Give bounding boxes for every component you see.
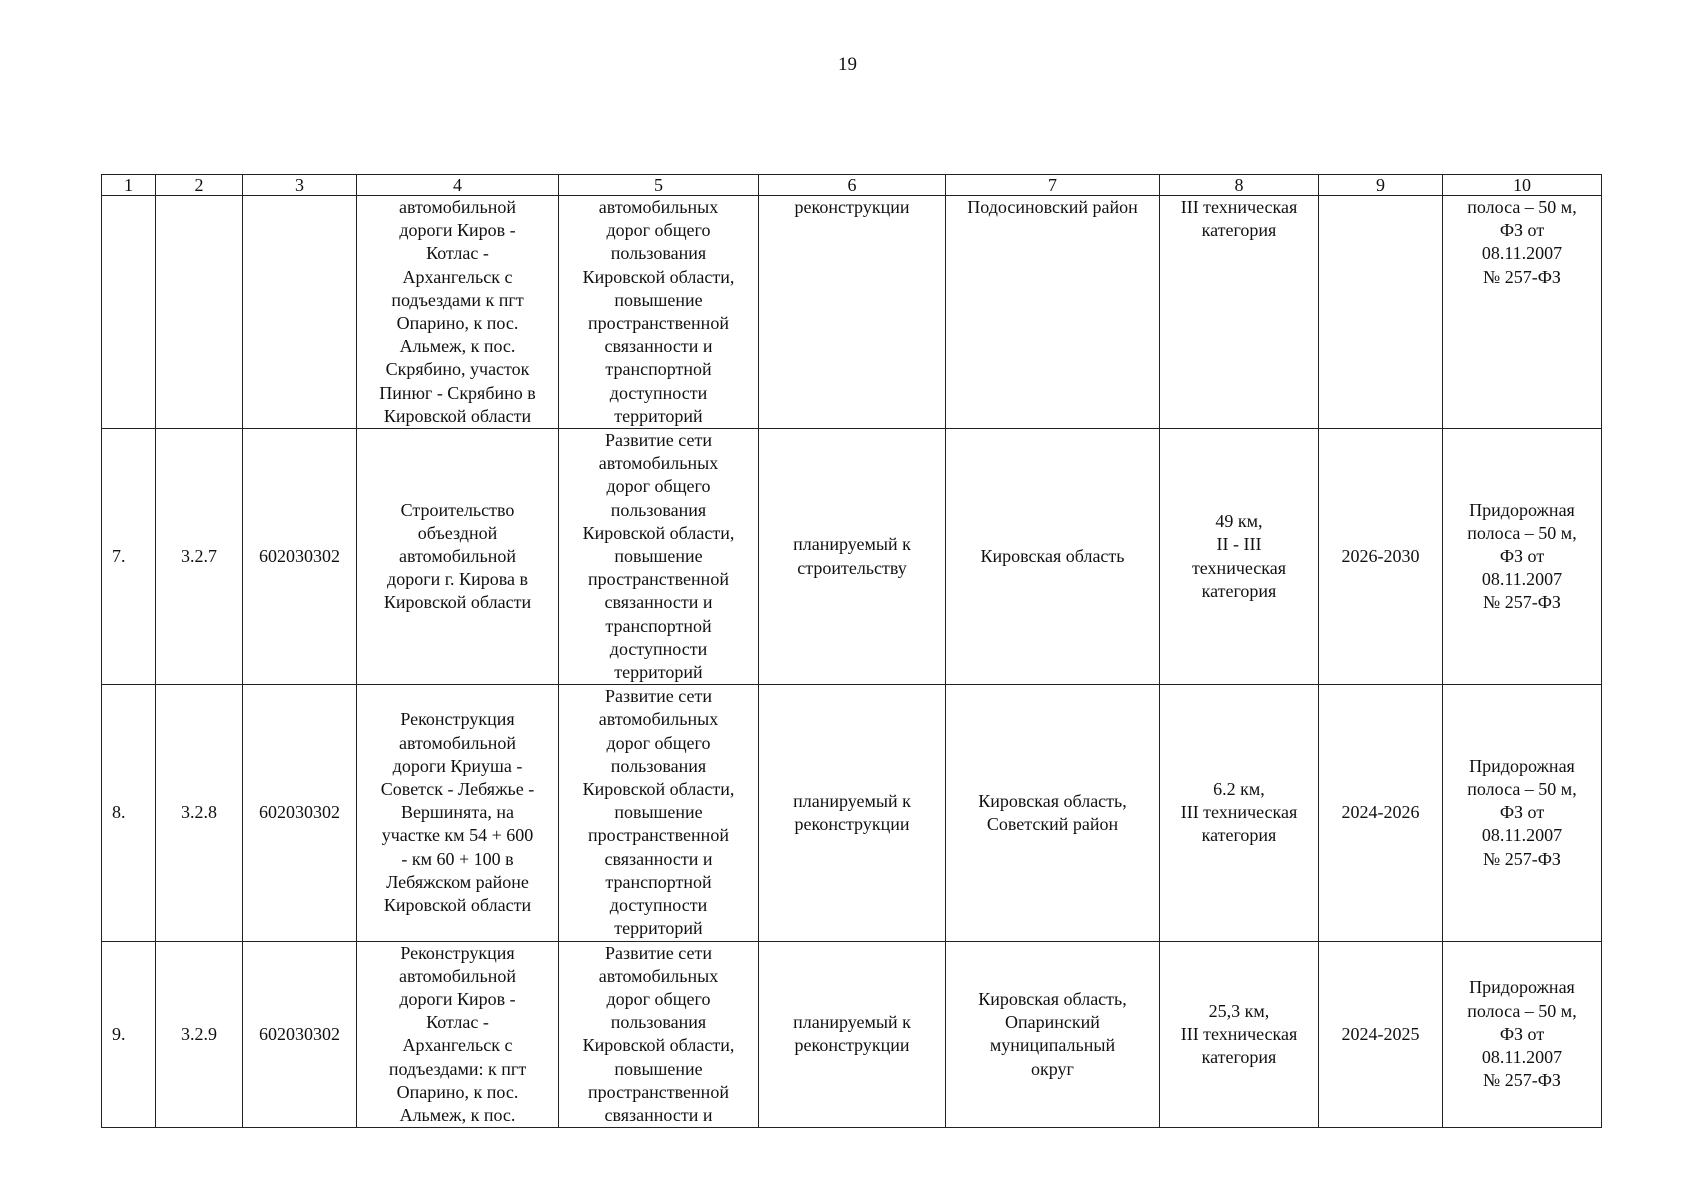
object-name-cell — [357, 429, 559, 685]
cell-line: ФЗ от — [1499, 546, 1545, 567]
cell-line: транспортной — [605, 871, 712, 892]
cell-line: III техническая — [1180, 1023, 1298, 1044]
row-number-cell: 7. — [102, 429, 156, 685]
cell-line: пользования — [610, 499, 707, 520]
row-number-cell: 9. — [102, 941, 156, 1128]
cell-line: Кировской области, — [582, 1035, 735, 1056]
cell-line: Кировской области, — [582, 779, 735, 800]
cell-line: пространственной — [588, 569, 729, 590]
cell-line: планируемый к — [793, 1012, 911, 1033]
object-name-cell — [357, 196, 559, 429]
cell-line: Скрябино, участок — [385, 359, 530, 380]
cell-line: № 257-ФЗ — [1483, 848, 1561, 869]
cell-line: Опарино, к пос. — [396, 313, 519, 334]
table-row — [102, 685, 1602, 941]
oktmo-code-cell: 602030302 — [243, 941, 357, 1128]
cell-line: Кировская область — [980, 546, 1125, 567]
purpose-cell — [559, 196, 759, 429]
cell-line: Подосиновский район — [967, 197, 1138, 217]
oktmo-code-cell — [243, 196, 357, 429]
cell-line: дорог общего — [606, 476, 711, 497]
characteristics-cell — [1160, 196, 1319, 429]
column-number: 10 — [1443, 175, 1602, 196]
cell-line: транспортной — [605, 615, 712, 636]
cell-line: автомобильной — [399, 197, 516, 217]
cell-line: связанности и — [604, 336, 713, 357]
cell-line: автомобильных — [598, 453, 719, 474]
cell-line: II - III — [1216, 534, 1262, 555]
cell-line: автомобильных — [598, 197, 719, 217]
cell-line: № 257-ФЗ — [1483, 592, 1561, 613]
cell-line: Развитие сети — [605, 686, 712, 707]
object-name-cell — [357, 941, 559, 1128]
cell-line: реконструкции — [794, 1035, 910, 1056]
cell-line: Реконструкция — [400, 942, 515, 963]
cell-line: строительству — [797, 557, 907, 578]
cell-line: планируемый к — [793, 534, 911, 555]
cell-line: Советск - Лебяжье - — [380, 779, 535, 800]
cell-line: 6.2 км, — [1213, 779, 1265, 800]
cell-line: Лебяжском районе — [386, 871, 529, 892]
cell-line: 08.11.2007 — [1481, 825, 1563, 846]
zone-cell — [1443, 685, 1602, 941]
cell-line: Котлас - — [426, 1012, 489, 1033]
cell-line: III техническая — [1180, 197, 1298, 217]
cell-line: 25,3 км, — [1208, 1000, 1270, 1021]
status-cell — [759, 196, 946, 429]
table-row — [102, 941, 1602, 1128]
cell-line: Пинюг - Скрябино в — [379, 382, 536, 403]
cell-line: пользования — [610, 1012, 707, 1033]
location-cell — [946, 429, 1160, 685]
cell-line: повышение — [614, 546, 703, 567]
cell-line: подъездами: к пгт — [388, 1058, 527, 1079]
object-name-cell — [357, 685, 559, 941]
cell-line: доступности — [609, 638, 708, 659]
page-number: 19 — [838, 54, 857, 75]
cell-line: дорог общего — [606, 732, 711, 753]
cell-line: Котлас - — [426, 243, 489, 264]
cell-line: Строительство — [400, 499, 515, 520]
cell-line: Архангельск с — [402, 1035, 513, 1056]
cell-line: III техническая — [1180, 802, 1298, 823]
cell-line: территорий — [614, 662, 703, 683]
cell-line: 08.11.2007 — [1481, 1046, 1563, 1067]
cell-line: 08.11.2007 — [1481, 569, 1563, 590]
characteristics-cell — [1160, 941, 1319, 1128]
objects-table — [101, 174, 1602, 1128]
cell-line: категория — [1201, 1046, 1277, 1067]
cell-line: участке км 54 + 600 — [381, 825, 534, 846]
cell-line: ФЗ от — [1499, 1023, 1545, 1044]
cell-line: дороги Киров - — [399, 220, 516, 241]
column-number: 4 — [357, 175, 559, 196]
cell-line: автомобильной — [399, 732, 516, 753]
row-number-cell — [102, 196, 156, 429]
cell-line: 08.11.2007 — [1481, 243, 1563, 264]
zone-cell — [1443, 429, 1602, 685]
cell-line: Развитие сети — [605, 430, 712, 451]
cell-line: Опаринский — [1005, 1012, 1100, 1033]
purpose-cell — [559, 941, 759, 1128]
item-code-cell: 3.2.7 — [156, 429, 243, 685]
cell-line: связанности и — [604, 848, 713, 869]
cell-line: ФЗ от — [1499, 802, 1545, 823]
cell-line: пространственной — [588, 825, 729, 846]
cell-line: Альмеж, к пос. — [399, 336, 516, 357]
purpose-cell — [559, 685, 759, 941]
cell-line: планируемый к — [793, 790, 911, 811]
cell-line: категория — [1201, 825, 1277, 846]
cell-line: дороги Криуша - — [392, 755, 523, 776]
cell-line: категория — [1201, 220, 1277, 241]
status-cell — [759, 941, 946, 1128]
period-cell: 2024-2026 — [1319, 685, 1443, 941]
status-cell — [759, 685, 946, 941]
cell-line: Развитие сети — [605, 942, 712, 963]
cell-line: 49 км, — [1215, 511, 1263, 532]
cell-line: автомобильных — [598, 709, 719, 730]
column-number: 8 — [1160, 175, 1319, 196]
cell-line: автомобильной — [399, 965, 516, 986]
cell-line: № 257-ФЗ — [1483, 1070, 1561, 1091]
item-code-cell: 3.2.9 — [156, 941, 243, 1128]
oktmo-code-cell: 602030302 — [243, 685, 357, 941]
column-number: 9 — [1319, 175, 1443, 196]
period-cell: 2026-2030 — [1319, 429, 1443, 685]
cell-line: повышение — [614, 1058, 703, 1079]
cell-line: пространственной — [588, 313, 729, 334]
cell-line: Кировской области — [383, 895, 532, 916]
column-number: 6 — [759, 175, 946, 196]
cell-line: Кировской области — [383, 592, 532, 613]
cell-line: категория — [1201, 580, 1277, 601]
cell-line: реконструкции — [794, 197, 910, 217]
column-number: 2 — [156, 175, 243, 196]
cell-line: № 257-ФЗ — [1483, 266, 1561, 287]
item-code-cell — [156, 196, 243, 429]
cell-line: - км 60 + 100 в — [401, 848, 514, 869]
item-code-cell: 3.2.8 — [156, 685, 243, 941]
cell-line: ФЗ от — [1499, 220, 1545, 241]
location-cell — [946, 685, 1160, 941]
cell-line: Альмеж, к пос. — [399, 1104, 516, 1125]
oktmo-code-cell: 602030302 — [243, 429, 357, 685]
column-number: 7 — [946, 175, 1160, 196]
cell-line: связанности и — [604, 592, 713, 613]
column-number: 5 — [559, 175, 759, 196]
characteristics-cell — [1160, 429, 1319, 685]
cell-line: повышение — [614, 289, 703, 310]
location-cell — [946, 196, 1160, 429]
cell-line: техническая — [1191, 557, 1287, 578]
period-cell: 2024-2025 — [1319, 941, 1443, 1128]
cell-line: повышение — [614, 802, 703, 823]
cell-line: Кировская область, — [978, 790, 1127, 811]
cell-line: Кировской области — [383, 405, 532, 426]
cell-line: автомобильной — [399, 546, 516, 567]
cell-line: дорог общего — [606, 220, 711, 241]
cell-line: доступности — [609, 382, 708, 403]
column-number-row — [102, 175, 1602, 196]
cell-line: Реконструкция — [400, 709, 515, 730]
cell-line: Кировской области, — [582, 522, 735, 543]
cell-line: доступности — [609, 895, 708, 916]
cell-line: автомобильных — [598, 965, 719, 986]
status-cell — [759, 429, 946, 685]
column-number: 1 — [102, 175, 156, 196]
cell-line: Советский район — [986, 813, 1119, 834]
cell-line: Придорожная — [1469, 755, 1575, 776]
cell-line: муниципальный — [989, 1035, 1116, 1056]
cell-line: пространственной — [588, 1081, 729, 1102]
cell-line: Вершинята, на — [400, 802, 515, 823]
cell-line: полоса – 50 м, — [1467, 197, 1577, 217]
cell-line: дороги Киров - — [399, 988, 516, 1009]
cell-line: пользования — [610, 243, 707, 264]
cell-line: территорий — [614, 405, 703, 426]
table-row — [102, 429, 1602, 685]
cell-line: полоса – 50 м, — [1467, 1000, 1577, 1021]
characteristics-cell — [1160, 685, 1319, 941]
cell-line: объездной — [417, 522, 498, 543]
row-number-cell: 8. — [102, 685, 156, 941]
zone-cell — [1443, 196, 1602, 429]
cell-line: транспортной — [605, 359, 712, 380]
cell-line: пользования — [610, 755, 707, 776]
cell-line: Кировской области, — [582, 266, 735, 287]
table-row — [102, 196, 1602, 429]
purpose-cell — [559, 429, 759, 685]
cell-line: связанности и — [604, 1104, 713, 1125]
cell-line: Придорожная — [1469, 499, 1575, 520]
cell-line: реконструкции — [794, 813, 910, 834]
cell-line: полоса – 50 м, — [1467, 779, 1577, 800]
cell-line: Придорожная — [1469, 977, 1575, 998]
cell-line: округ — [1031, 1058, 1074, 1079]
column-number: 3 — [243, 175, 357, 196]
cell-line: полоса – 50 м, — [1467, 522, 1577, 543]
cell-line: дорог общего — [606, 988, 711, 1009]
period-cell — [1319, 196, 1443, 429]
cell-line: территорий — [614, 918, 703, 939]
cell-line: дороги г. Кирова в — [387, 569, 528, 590]
cell-line: Кировская область, — [978, 988, 1127, 1009]
cell-line: Опарино, к пос. — [396, 1081, 519, 1102]
zone-cell — [1443, 941, 1602, 1128]
cell-line: подъездами к пгт — [391, 289, 524, 310]
cell-line: Архангельск с — [402, 266, 513, 287]
location-cell — [946, 941, 1160, 1128]
